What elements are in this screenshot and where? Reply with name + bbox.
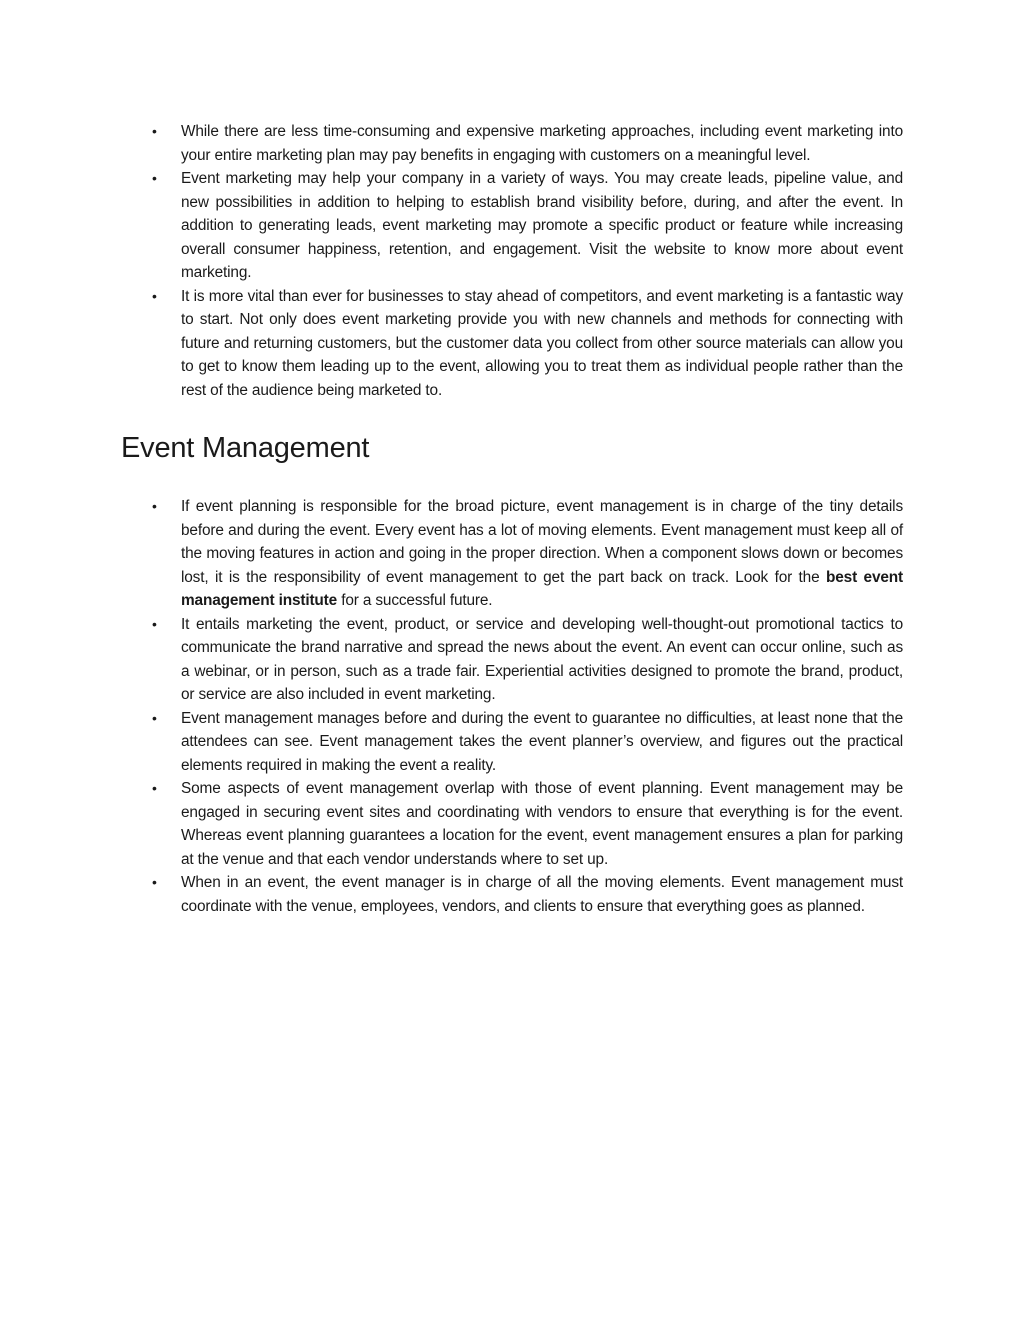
list-item-text-after: for a successful future. <box>337 592 493 609</box>
bullet-icon: • <box>152 498 157 514</box>
bullet-icon: • <box>152 615 157 632</box>
list-item <box>121 871 903 918</box>
list-item <box>121 707 903 778</box>
bullet-icon: • <box>152 287 157 304</box>
document-content <box>121 120 903 918</box>
bold-phrase: best event management institute <box>181 568 903 609</box>
list-item <box>121 613 903 707</box>
list-item-text: Event marketing may help your company in a variety of ways. You may create leads, pipeline value, and new possibilities in addition to helping to establish brand visibility before, during, and after the event. In addition to generating leads, event marketing may promote a specific product or feature while increasing overall consumer happiness, retention, and engagement. Visit the website to know more about event marketing. <box>181 170 903 281</box>
bullet-icon: • <box>152 170 157 186</box>
list-item-text: It entails marketing the event, product, or service and developing well-thought-out promotional tactics to communicate the brand narrative and spread the news about the event. An event can occur online, such as a webinar, or in person, such as a trade fair. Experiential activities designed to promote the brand, product, or service are also included in event marketing. <box>181 615 903 703</box>
bullet-icon: • <box>152 780 157 796</box>
list-item-text: When in an event, the event manager is in charge of all the moving elements. Event management must coordinate with the venue, employees, vendors, and clients to ensure that everything goes as planned. <box>181 874 903 915</box>
list-item <box>121 120 903 167</box>
list-item-text: Some aspects of event management overlap with those of event planning. Event management may be engaged in securing event sites and coordinating with vendors to ensure that everything is for the event. Whereas event planning guarantees a location for the event, event management ensures a plan for parking at the venue and that each vendor understands where to set up. <box>181 780 903 868</box>
list-item <box>121 167 903 285</box>
list-item <box>121 285 903 403</box>
list-item-text: Event management manages before and during the event to guarantee no difficulties, at least none that the attendees can see. Event management takes the event planner’s overview, and figures out the practical elements required in making the event a reality. <box>181 709 903 774</box>
bullet-list-intro <box>121 120 903 402</box>
bullet-icon: • <box>152 709 157 726</box>
bullet-icon: • <box>152 123 157 139</box>
list-item-text: It is more vital than ever for businesses to stay ahead of competitors, and event marketing is a fantastic way to start. Not only does event marketing provide you with new channels and methods for connecting with future and returning customers, but the customer data you collect from other source materials can allow you to get to know them leading up to the event, allowing you to treat them as individual people rather than the rest of the audience being marketed to. <box>181 287 903 399</box>
bullet-list-event-management <box>121 495 903 918</box>
bullet-icon: • <box>152 874 157 890</box>
list-item-text: While there are less time-consuming and expensive marketing approaches, including event marketing into your entire marketing plan may pay benefits in engaging with customers on a meaningful level. <box>181 123 903 164</box>
list-item-text-before: If event planning is responsible for the broad picture, event management is in charge of the tiny details before and during the event. Every event has a lot of moving elements. Event management must keep all of the moving features in action and going in the proper direction. When a component slows down or becomes lost, it is the responsibility of event management to get the part back on track. Look for the <box>181 498 903 586</box>
list-item <box>121 777 903 871</box>
section-heading-event-management: Event Management <box>121 432 370 464</box>
list-item <box>121 495 903 613</box>
